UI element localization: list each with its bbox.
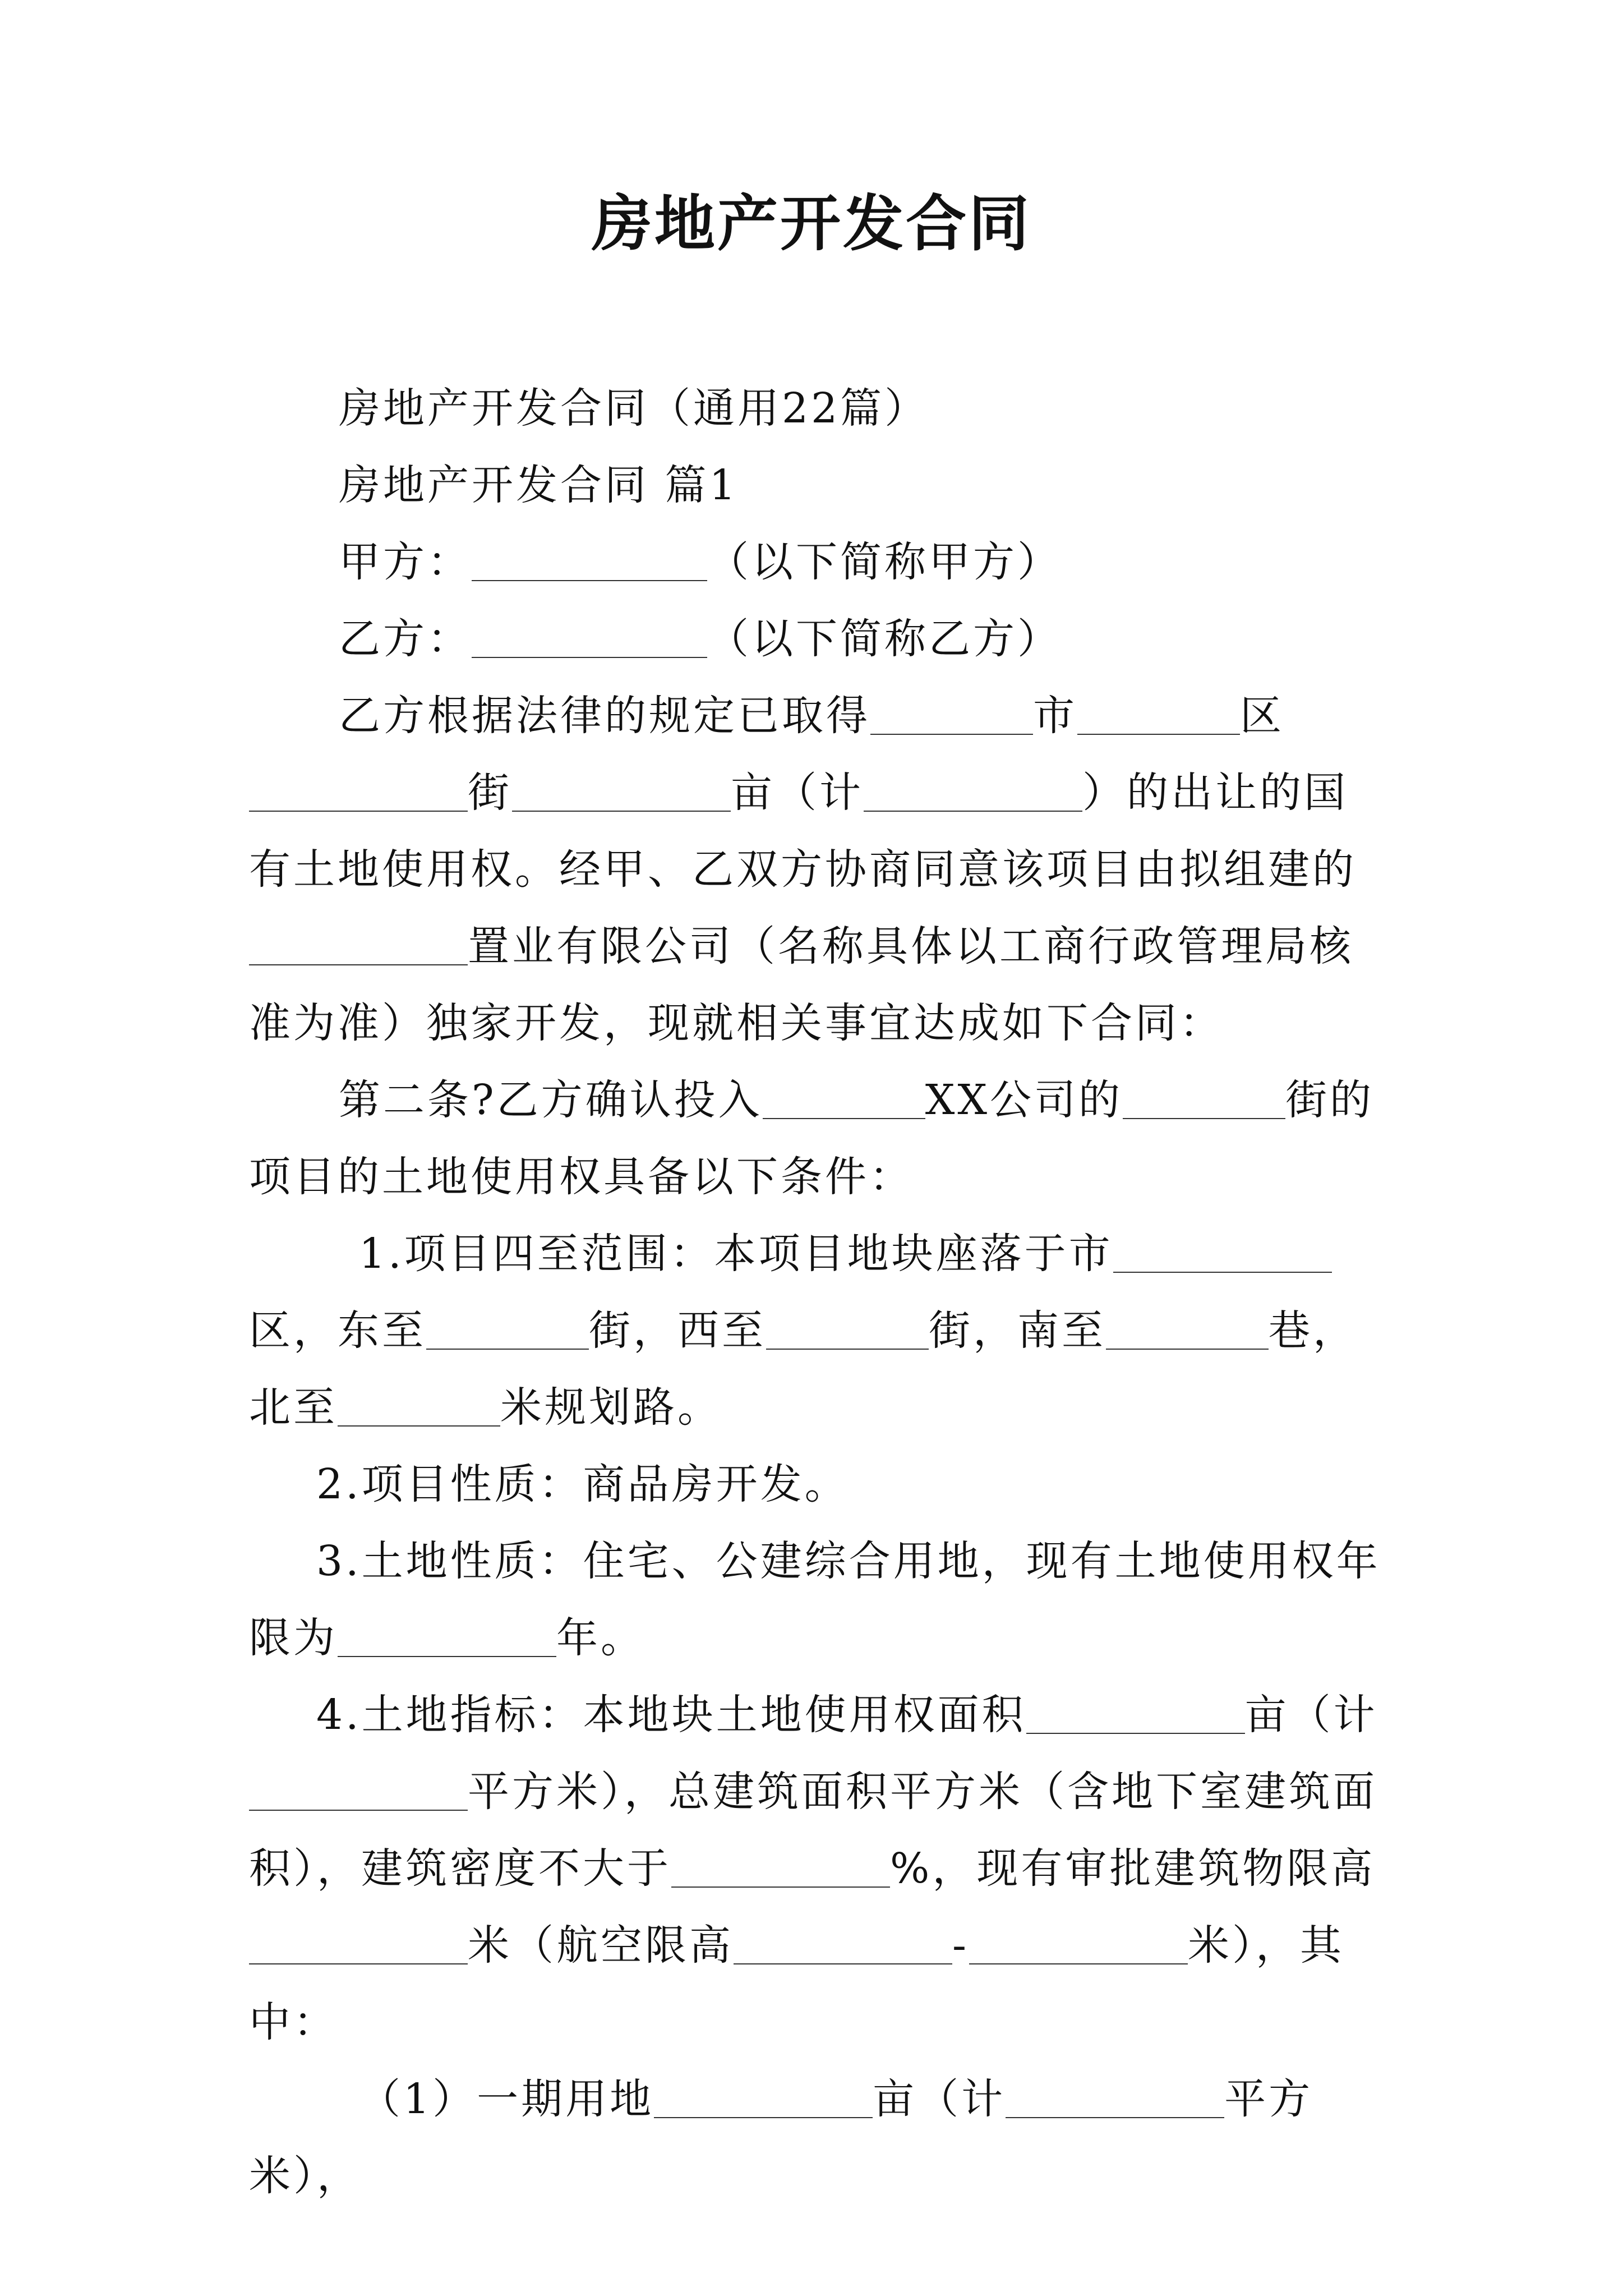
item-4-1-paragraph xyxy=(249,2061,1387,2215)
blank xyxy=(338,1388,500,1427)
party-a-suffix: （以下简称甲方） xyxy=(707,538,1062,586)
item-4-paragraph xyxy=(249,1677,1387,2061)
document-body xyxy=(249,370,1387,2215)
item-1-text-3: 街，西至 xyxy=(589,1306,766,1355)
document-title: 房地产开发合同 xyxy=(591,189,1031,259)
item-3-text-1: 3.土地性质：住宅、公建综合用地，现有土地使用权年限为 xyxy=(249,1537,1381,1662)
blank xyxy=(671,1849,890,1888)
item-3-text-2: 年。 xyxy=(556,1614,645,1662)
article-2-text-2: XX公司的 xyxy=(925,1076,1123,1124)
item-1-text-4: 街，南至 xyxy=(929,1306,1106,1355)
party-b-blank xyxy=(472,619,707,658)
blank xyxy=(249,1772,468,1811)
party-b-suffix: （以下简称乙方） xyxy=(707,615,1062,663)
article-2-paragraph xyxy=(249,1062,1387,1216)
blank xyxy=(249,927,468,965)
party-b-label: 乙方： xyxy=(339,615,472,663)
article-2-text-1: 第二条?乙方确认投入 xyxy=(339,1076,763,1124)
blank xyxy=(1006,2079,1224,2118)
item-4-text-3: 平方米），总建筑面积平方米（含地下室建筑面积），建筑密度不大于 xyxy=(249,1768,1377,1893)
item-1-text-2: 区，东至 xyxy=(249,1306,426,1355)
subtitle-line: 房地产开发合同（通用22篇） xyxy=(339,384,929,432)
item-4-text-5: 米（航空限高 xyxy=(468,1921,734,1970)
intro-text-5: 亩（计 xyxy=(731,769,864,817)
section-heading: 房地产开发合同 篇1 xyxy=(339,461,739,509)
blank xyxy=(249,1926,468,1964)
item-1-text-5: 巷，北至 xyxy=(249,1306,1357,1432)
blank xyxy=(1113,1234,1332,1273)
item-1-text-1: 1.项目四至范围：本项目地块座落于市 xyxy=(359,1230,1113,1278)
blank xyxy=(763,1080,925,1119)
blank xyxy=(969,1926,1188,1964)
blank xyxy=(864,773,1082,812)
item-4-text-7: 米），其中： xyxy=(249,1921,1345,2046)
article-2-text-3: 街的项目的土地使用权具备以下条件： xyxy=(249,1076,1375,1201)
blank xyxy=(426,1311,589,1350)
blank xyxy=(338,1618,556,1657)
party-a-blank xyxy=(472,542,707,581)
intro-text-2: 市 xyxy=(1033,692,1077,740)
item-4-1-text-2: 亩（计 xyxy=(873,2075,1006,2123)
item-4-text-4: %，现有审批建筑物限高 xyxy=(890,1844,1376,1893)
intro-paragraph xyxy=(249,678,1387,1062)
blank xyxy=(654,2079,873,2118)
item-4-1-text-3: 平方米）， xyxy=(249,2075,1313,2200)
blank xyxy=(249,773,468,812)
blank xyxy=(734,1926,952,1964)
blank xyxy=(1123,1080,1285,1119)
party-a-line xyxy=(249,524,1387,601)
intro-text-4: 街 xyxy=(468,769,512,817)
item-1-text-6: 米规划路。 xyxy=(500,1383,722,1432)
intro-text-3: 区 xyxy=(1240,692,1284,740)
item-4-1-text-1: （1）一期用地 xyxy=(359,2075,654,2123)
blank xyxy=(512,773,731,812)
party-a-label: 甲方： xyxy=(339,538,472,586)
blank xyxy=(1077,696,1240,735)
blank xyxy=(1026,1695,1245,1734)
intro-text-7: 置业有限公司（名称具体以工商行政管理局核准为准）独家开发，现就相关事宜达成如下合同： xyxy=(249,922,1354,1047)
blank xyxy=(766,1311,929,1350)
item-1-paragraph xyxy=(249,1216,1387,1446)
intro-text-6: ）的出让的国有土地使用权。经甲、乙双方协商同意该项目由拟组建的 xyxy=(249,769,1357,894)
party-b-line xyxy=(249,601,1387,678)
item-4-text-6: - xyxy=(952,1921,970,1970)
item-3-paragraph xyxy=(249,1523,1387,1677)
item-4-text-1: 4.土地指标：本地块土地使用权面积 xyxy=(316,1691,1026,1739)
intro-text-1: 乙方根据法律的规定已取得 xyxy=(339,692,870,740)
blank xyxy=(1106,1311,1269,1350)
item-4-text-2: 亩（计 xyxy=(1244,1691,1378,1739)
blank xyxy=(870,696,1033,735)
item-2-paragraph: 2.项目性质：商品房开发。 xyxy=(316,1460,849,1508)
